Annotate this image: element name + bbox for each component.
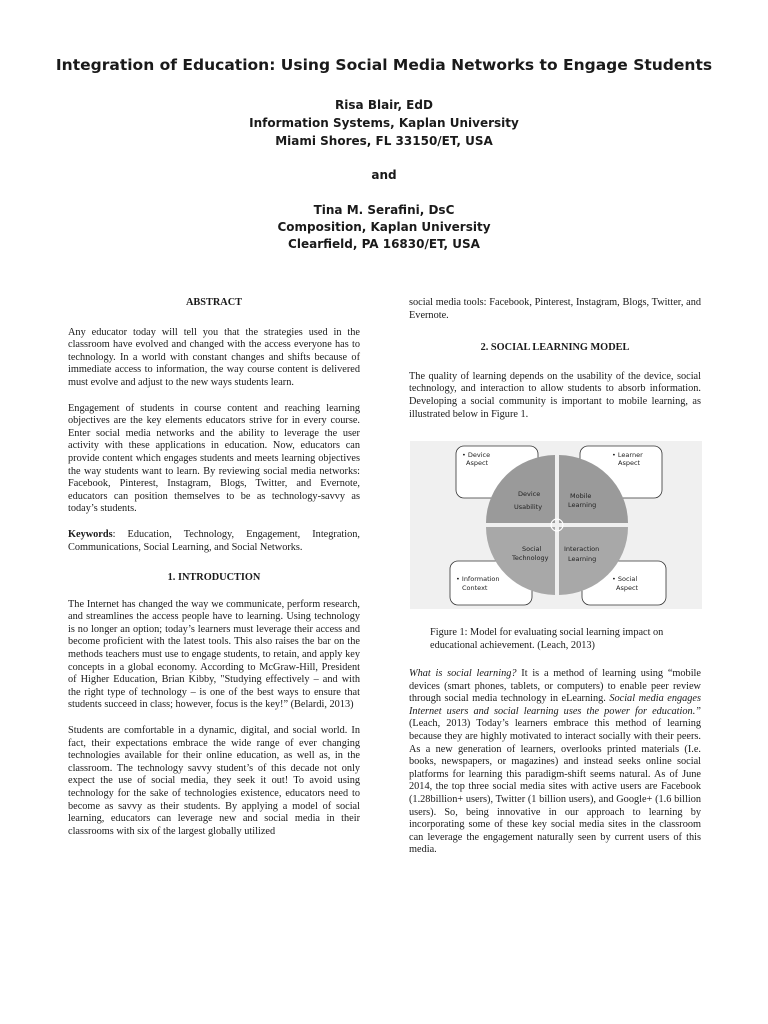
label-interaction-learning-1: Interaction bbox=[564, 545, 600, 553]
author1-location: Miami Shores, FL 33150/ET, USA bbox=[275, 134, 493, 148]
intro-paragraph-1: The Internet has changed the way we communicate, perform research, and streamlines the access people have to learning. Using technology is no longer an option; today’s learners must leverage their access and become proficient with the latest tools. This also raises the bar on the methods teachers must use to engage students, to retain, and apply key concepts in a global economy. According to McGraw-Hill, President of Higher Education, Brian Kibby, "Studying effectively – and with the right type of technology – is one of the best ways to ensure that students succeed in class; however, focus is the key!” (Belardi, 2013) bbox=[68, 598, 360, 711]
label-information-context-2: Context bbox=[462, 584, 488, 592]
intro-paragraph-2: Students are comfortable in a dynamic, digital, and social world. In fact, their expectations embrace the wide range of ever changing technologies available for their online education, as well as, in the classroom. The technology savvy student’s of this decade not only expect the use of social media, they seek it out! To avoid using technology for the sake of technologies existence, educators need to become as savvy as their students. By applying a model of social learning, educators can leverage new and social media in their classrooms with six of the largest globally utilized bbox=[68, 725, 360, 837]
label-information-context-1: • Information bbox=[456, 575, 500, 583]
left-column bbox=[68, 297, 360, 838]
label-social-technology-2: Technology bbox=[512, 554, 549, 562]
keywords-label: Keywords bbox=[68, 528, 113, 540]
label-mobile-learning-1: Mobile bbox=[570, 492, 592, 500]
right-column-top bbox=[409, 297, 701, 421]
author1-dept: Information Systems, Kaplan University bbox=[249, 116, 519, 130]
label-device-usability-2: Usability bbox=[514, 503, 543, 511]
and-separator: and bbox=[371, 168, 397, 182]
model-diagram bbox=[410, 441, 702, 609]
abstract-paragraph-2: Engagement of students in course content and reaching learning objectives are the key elements educators strive for in every course. Enter social media networks and the ability to leverage the user activity with these applications in education. Now, educators can provide content which engages students and meets learning objectives the way students want to learn. By reviewing social media networks: Facebook, Pinterest, Instagram, Blogs, Twitter, and Evernote, educators can position themselves to be as technology-savvy as today’s students. bbox=[68, 402, 360, 515]
social-learning-model-heading: 2. SOCIAL LEARNING MODEL bbox=[480, 342, 630, 354]
label-mobile-learning-2: Learning bbox=[568, 501, 597, 509]
author2-location: Clearfield, PA 16830/ET, USA bbox=[288, 237, 480, 251]
quote-italic: Social media engages Internet users and social learning uses the power for education.” bbox=[409, 693, 701, 717]
label-device-aspect-2: Aspect bbox=[466, 459, 489, 467]
label-device-aspect-1: • Device bbox=[462, 451, 491, 459]
keywords-paragraph bbox=[68, 529, 360, 554]
label-learner-aspect-1: • Learner bbox=[612, 451, 643, 459]
figure-caption: Figure 1: Model for evaluating social learning impact on educational achievement. (Leach, 2013) bbox=[430, 627, 664, 651]
author2-name: Tina M. Serafini, DsC bbox=[313, 203, 455, 217]
model-paragraph: The quality of learning depends on the usability of the device, social technology, and interaction to allow students to absorb information. Developing a social community is important to mobile learning, as illustrated below in Figure 1. bbox=[409, 370, 701, 420]
right-column-bottom bbox=[409, 668, 701, 857]
introduction-heading: 1. INTRODUCTION bbox=[167, 572, 261, 584]
abstract-heading: ABSTRACT bbox=[185, 297, 243, 308]
label-social-technology-1: Social bbox=[522, 545, 542, 553]
author2-dept: Composition, Kaplan University bbox=[277, 220, 491, 234]
label-interaction-learning-2: Learning bbox=[568, 555, 597, 563]
label-social-aspect-1: • Social bbox=[612, 575, 638, 583]
figure-social-learning-model bbox=[410, 441, 702, 609]
label-social-aspect-2: Aspect bbox=[616, 584, 639, 592]
paper-title: Integration of Education: Using Social Media Networks to Engage Students bbox=[55, 56, 713, 74]
what-is-social-learning-paragraph bbox=[409, 668, 701, 857]
continued-paragraph: social media tools: Facebook, Pinterest, Instagram, Blogs, Twitter, and Evernote. bbox=[409, 297, 701, 321]
cycle-icon bbox=[551, 519, 563, 531]
label-device-usability-1: Device bbox=[518, 490, 541, 498]
what-is-text-2: (Leach, 2013) Today’s learners embrace this method of learning because they are highly motivated to interact socially with their peers. As a new generation of learners, overlooks printed materials (I.e. books, newspapers, or magazines) and instead seeks online social platforms for learning this paradigm-shift seems natural. As of June 2014, the top three social media sites with active users are Facebook (1.28billion+ users), Twitter (1 billion users), and Google+ (1.6 billion users). So, being innovative in our approach to learning by incorporating some of these key social media sites in the classroom can leverage the engagement naturally seen by current users of this media. bbox=[409, 718, 701, 856]
label-learner-aspect-2: Aspect bbox=[618, 459, 641, 467]
keywords-text: : Education, Technology, Engagement, Integration, Communications, Social Learning, and Social Networks. bbox=[68, 528, 360, 553]
author1-name: Risa Blair, EdD bbox=[335, 98, 433, 112]
abstract-paragraph-1: Any educator today will tell you that the strategies used in the classroom have evolved and changed with the access everyone has to technology. In a world with constant changes and shifts because of immediate access to information, the way course content is delivered must evolve and adjust to the new ways students learn. bbox=[68, 326, 360, 388]
what-is-label: What is social learning? bbox=[409, 668, 517, 679]
what-is-text: It is a method of learning using “mobile devices (smart phones, tablets, or computers) to enable peer review through social media technology in eLearning. bbox=[409, 668, 701, 705]
